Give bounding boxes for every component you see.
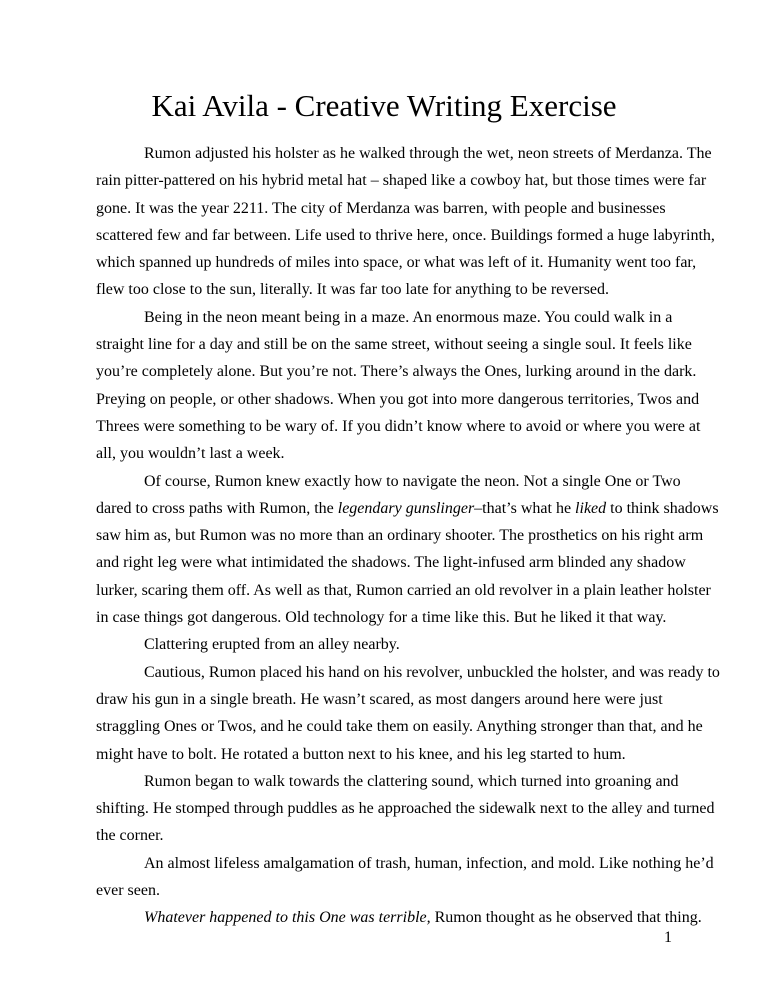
paragraph-line (96, 877, 676, 904)
text-run: An almost lifeless amalgamation of trash, human, infection, and mold. Like nothing he’d (144, 854, 714, 872)
paragraph-line (96, 768, 679, 795)
paragraph-line (96, 577, 711, 604)
text-run: might have to bolt. He rotated a button next to his knee, and his leg started to hum. (96, 745, 626, 763)
text-run: shifting. He stomped through puddles as he approached the sidewalk next to the alley and turned (96, 800, 715, 818)
paragraph-line (96, 604, 676, 631)
text-run: you’re completely alone. But you’re not. There’s always the Ones, lurking around in the dark. (96, 363, 697, 381)
paragraph-line (96, 686, 676, 713)
text-run: Rumon thought as he observed that thing. (430, 909, 702, 927)
text-run: Clattering erupted from an alley nearby. (144, 636, 400, 654)
italic-text: liked (575, 499, 607, 517)
text-run: Of course, Rumon knew exactly how to navigate the neon. Not a single One or Two (144, 472, 681, 490)
paragraph-line (96, 167, 707, 194)
text-run: –that’s what he (474, 499, 576, 517)
paragraph-line (96, 140, 712, 167)
text-run: which spanned up hundreds of miles into space, or what was left of it. Humanity went too far, (96, 254, 697, 272)
paragraph-line (96, 713, 703, 740)
document-title: Kai Avila - Creative Writing Exercise (151, 88, 617, 123)
text-run: gone. It was the year 2211. The city of Merdanza was barren, with people and businesses (96, 199, 666, 217)
page-number: 1 (664, 929, 672, 946)
paragraph-line (96, 331, 692, 358)
paragraph-line (96, 276, 676, 303)
document-body (96, 140, 720, 932)
paragraph-line (96, 822, 676, 849)
text-run: and right leg were what intimidated the shadows. The light-infused arm blinded any shadow (96, 554, 686, 572)
paragraph-line (96, 631, 676, 658)
text-run: straight line for a day and still be on the same street, without seeing a single soul. It feels like (96, 336, 692, 354)
text-run: flew too close to the sun, literally. It was far too late for anything to be reversed. (96, 281, 610, 299)
paragraph-line (96, 850, 714, 877)
paragraph-line (96, 413, 701, 440)
text-run: scattered few and far between. Life used to thrive here, once. Buildings formed a huge labyrinth, (96, 226, 715, 244)
paragraph-line (96, 549, 686, 576)
paragraph-line (96, 249, 697, 276)
paragraph-line (96, 195, 676, 222)
paragraph-line (96, 659, 720, 686)
text-run: to think shadows (606, 499, 719, 517)
text-run: Cautious, Rumon placed his hand on his revolver, unbuckled the holster, and was ready to (144, 663, 720, 681)
paragraph-line (96, 495, 719, 522)
text-run: all, you wouldn’t last a week. (96, 445, 285, 463)
text-run: lurker, scaring them off. As well as that, Rumon carried an old revolver in a plain leather holster (96, 581, 711, 599)
text-run: Rumon began to walk towards the clattering sound, which turned into groaning and (144, 772, 679, 790)
text-run: Threes were something to be wary of. If you didn’t know where to avoid or where you were at (96, 417, 701, 435)
text-run: saw him as, but Rumon was no more than an ordinary shooter. The prosthetics on his right arm (96, 527, 704, 545)
text-run: Preying on people, or other shadows. When you got into more dangerous territories, Twos and (96, 390, 700, 408)
paragraph-line (96, 522, 704, 549)
paragraph-line (96, 304, 676, 331)
text-run: in case things got dangerous. Old technology for a time like this. But he liked it that way. (96, 609, 667, 627)
paragraph-line (96, 222, 715, 249)
text-run: straggling Ones or Twos, and he could take them on easily. Anything stronger than that, and he (96, 718, 703, 736)
text-run: the corner. (96, 827, 164, 845)
text-run: rain pitter-pattered on his hybrid metal hat – shaped like a cowboy hat, but those times were far (96, 172, 707, 190)
paragraph-line (96, 386, 700, 413)
paragraph-line (96, 468, 681, 495)
paragraph-line (96, 741, 676, 768)
text-run: draw his gun in a single breath. He wasn’t scared, as most dangers around here were just (96, 690, 663, 708)
italic-text: legendary gunslinger (337, 499, 475, 517)
text-run: ever seen. (96, 882, 160, 900)
text-run: dared to cross paths with Rumon, the (96, 499, 338, 517)
paragraph-line (96, 904, 702, 931)
paragraph-line (96, 440, 676, 467)
text-run: Rumon adjusted his holster as he walked through the wet, neon streets of Merdanza. The (144, 145, 712, 162)
paragraph-line (96, 795, 715, 822)
italic-text: Whatever happened to this One was terrible, (144, 909, 431, 927)
paragraph-line (96, 358, 697, 385)
text-run: Being in the neon meant being in a maze. An enormous maze. You could walk in a (144, 308, 673, 326)
